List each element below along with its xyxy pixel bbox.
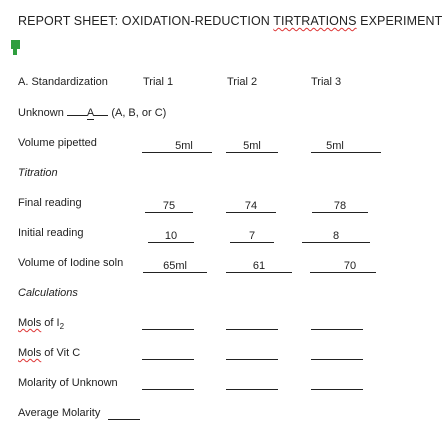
calculations-header: Calculations	[18, 287, 78, 299]
trial-1-header: Trial 1	[143, 76, 174, 88]
unknown-row	[18, 108, 166, 119]
mols-vitc-word: Mols	[18, 347, 42, 359]
titration-header: Titration	[18, 167, 58, 179]
unknown-options: (A, B, or C)	[108, 107, 167, 119]
unknown-blank-before	[67, 115, 87, 116]
volume-iodine-trial-1[interactable]: 65ml	[143, 260, 207, 273]
volume-iodine-label: Volume of Iodine soln	[18, 257, 124, 269]
title-misspelled-word: TIRTRATIONS	[273, 14, 357, 28]
comment-marker-icon[interactable]	[11, 40, 20, 49]
molarity-unknown-trial-3-blank[interactable]	[311, 389, 363, 390]
volume-pipetted-trial-1[interactable]: 5ml	[142, 140, 212, 153]
molarity-unknown-label: Molarity of Unknown	[18, 377, 118, 389]
initial-reading-trial-2[interactable]: 7	[230, 230, 274, 243]
mols-i2-word: Mols	[18, 317, 42, 329]
mols-vitc-trial-1-blank[interactable]	[142, 359, 194, 360]
title-prefix: REPORT SHEET: OXIDATION-REDUCTION	[18, 14, 274, 28]
section-standardization-label: A. Standardization	[18, 76, 108, 88]
initial-reading-trial-3[interactable]: 8	[302, 230, 370, 243]
unknown-value[interactable]: A	[86, 107, 95, 119]
final-reading-trial-1[interactable]: 75	[145, 200, 193, 213]
mols-i2-rest: of I	[41, 317, 60, 329]
final-reading-label: Final reading	[18, 197, 82, 209]
mols-i2-trial-2-blank[interactable]	[226, 329, 278, 330]
initial-reading-trial-1[interactable]: 10	[148, 230, 194, 243]
volume-iodine-trial-3[interactable]: 70	[310, 260, 376, 273]
comment-marker-stem	[13, 49, 17, 55]
unknown-blank-after	[94, 115, 108, 116]
volume-pipetted-label: Volume pipetted	[18, 137, 97, 149]
molarity-unknown-trial-2-blank[interactable]	[226, 389, 278, 390]
mols-i2-trial-1-blank[interactable]	[142, 329, 194, 330]
mols-vitc-trial-2-blank[interactable]	[226, 359, 278, 360]
molarity-unknown-trial-1-blank[interactable]	[142, 389, 194, 390]
final-reading-trial-3[interactable]: 78	[312, 200, 368, 213]
mols-vitc-label	[18, 348, 80, 359]
mols-vitc-rest: of Vit C	[41, 347, 81, 359]
initial-reading-label: Initial reading	[18, 227, 84, 239]
trial-2-header: Trial 2	[227, 76, 258, 88]
average-molarity-blank[interactable]	[108, 419, 140, 420]
title-suffix: EXPERIMENT	[356, 14, 442, 28]
trial-3-header: Trial 3	[311, 76, 342, 88]
volume-pipetted-trial-3[interactable]: 5ml	[311, 140, 381, 153]
average-molarity-label: Average Molarity	[18, 407, 101, 419]
report-title	[18, 15, 442, 28]
volume-iodine-trial-2[interactable]: 61	[226, 260, 292, 273]
mols-i2-trial-3-blank[interactable]	[311, 329, 363, 330]
final-reading-trial-2[interactable]: 74	[226, 200, 276, 213]
volume-pipetted-trial-2[interactable]: 5ml	[226, 140, 278, 153]
unknown-label: Unknown	[18, 107, 67, 119]
mols-i2-label	[18, 318, 64, 331]
mols-vitc-trial-3-blank[interactable]	[311, 359, 363, 360]
mols-i2-subscript: 2	[59, 322, 65, 332]
